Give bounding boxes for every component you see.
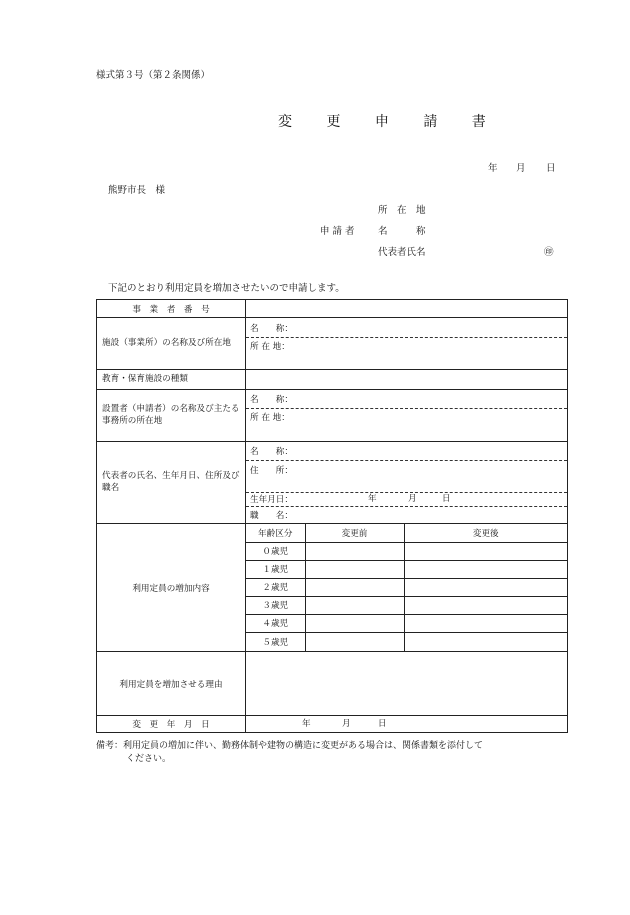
facility-type-label: 教育・保育施設の種類 <box>97 370 246 390</box>
birth-day-label: 日 <box>442 493 451 504</box>
age-3-label: ３歳児 <box>246 596 305 614</box>
change-date-field[interactable] <box>246 716 568 733</box>
representative-label: 代表者の氏名、生年月日、住所及び職名 <box>97 442 246 524</box>
capacity-row-age1 <box>246 560 567 578</box>
reason-label: 利用定員を増加させる理由 <box>97 652 246 716</box>
date-year-label: 年 <box>488 163 498 174</box>
age-5-before-cell[interactable] <box>305 632 404 651</box>
capacity-row <box>97 524 568 652</box>
age-1-after-cell[interactable] <box>404 560 567 578</box>
rep-position-line[interactable] <box>246 507 567 523</box>
capacity-row-age3 <box>246 596 567 614</box>
business-number-label: 事 業 者 番 号 <box>97 300 246 318</box>
seal-mark: ㊞ <box>544 247 554 258</box>
facility-location-line[interactable] <box>246 338 567 369</box>
capacity-label: 利用定員の増加内容 <box>97 524 246 652</box>
business-number-row <box>97 300 568 318</box>
capacity-header-row <box>246 524 567 542</box>
after-header: 変更後 <box>404 524 567 542</box>
capacity-row-age2 <box>246 578 567 596</box>
rep-name-label: 名 称： <box>250 447 293 457</box>
date-day-label: 日 <box>546 163 556 174</box>
facility-name-line[interactable] <box>246 318 567 338</box>
age-4-after-cell[interactable] <box>404 614 567 632</box>
facility-label: 施設（事業所）の名称及び所在地 <box>97 318 246 370</box>
age-5-after-cell[interactable] <box>404 632 567 651</box>
establisher-name-label: 名 称： <box>250 395 293 405</box>
facility-type-row <box>97 370 568 390</box>
facility-row <box>97 318 568 370</box>
facility-field[interactable] <box>246 318 568 370</box>
applicant-group-label: 申 請 者 <box>320 226 355 237</box>
establisher-location-label: 所 在 地： <box>250 413 290 423</box>
representative-field[interactable] <box>246 442 568 524</box>
change-year-label: 年 <box>302 719 311 729</box>
reason-row <box>97 652 568 716</box>
age-3-after-cell[interactable] <box>404 596 567 614</box>
rep-birthdate-line[interactable] <box>246 493 567 507</box>
change-date-row <box>97 716 568 733</box>
birth-year-label: 年 <box>368 493 377 504</box>
facility-name-label: 名 称： <box>250 323 293 334</box>
applicant-address-label: 所 在 地 <box>378 205 426 216</box>
rep-residence-line[interactable] <box>246 461 567 493</box>
addressee: 熊野市長 様 <box>108 185 166 196</box>
note-line-2: ください。 <box>126 754 172 764</box>
change-date-content <box>246 716 567 732</box>
rep-residence-label: 住 所： <box>250 465 293 476</box>
intro-sentence: 下記のとおり利用定員を増加させたいので申請します。 <box>108 283 345 294</box>
age-1-label: １歳児 <box>246 560 305 578</box>
capacity-field <box>246 524 568 652</box>
change-date-label: 変 更 年 月 日 <box>97 716 246 733</box>
age-2-after-cell[interactable] <box>404 578 567 596</box>
age-3-before-cell[interactable] <box>305 596 404 614</box>
facility-type-field[interactable] <box>246 370 568 390</box>
representative-row <box>97 442 568 524</box>
age-0-label: ０歳児 <box>246 542 305 560</box>
establisher-location-line[interactable] <box>246 409 567 441</box>
change-day-label: 日 <box>378 719 387 729</box>
establisher-name-line[interactable] <box>246 390 567 409</box>
capacity-row-age5 <box>246 632 567 651</box>
age-2-label: ２歳児 <box>246 578 305 596</box>
rep-name-line[interactable] <box>246 443 567 461</box>
note-line-1: 備考：利用定員の増加に伴い、勤務体制や建物の構造に変更がある場合は、関係書類を添付して <box>96 741 484 751</box>
form-number: 様式第３号（第２条関係） <box>96 70 211 81</box>
birth-month-label: 月 <box>408 493 417 504</box>
business-number-field[interactable] <box>246 300 568 318</box>
rep-birthdate-label: 生年月日： <box>250 495 293 505</box>
applicant-name-label: 名 称 <box>378 226 426 237</box>
applicant-rep-label: 代表者氏名 <box>378 247 426 258</box>
date-month-label: 月 <box>516 163 526 174</box>
rep-position-label: 職 名： <box>250 510 293 521</box>
capacity-table <box>246 524 567 651</box>
change-month-label: 月 <box>342 719 351 729</box>
application-table <box>96 299 568 733</box>
establisher-field[interactable] <box>246 390 568 442</box>
age-0-before-cell[interactable] <box>305 542 404 560</box>
capacity-row-age4 <box>246 614 567 632</box>
facility-location-label: 所 在 地： <box>250 342 290 352</box>
age-4-label: ４歳児 <box>246 614 305 632</box>
age-5-label: ５歳児 <box>246 632 305 651</box>
age-0-after-cell[interactable] <box>404 542 567 560</box>
age-header: 年齢区分 <box>246 524 305 542</box>
age-2-before-cell[interactable] <box>305 578 404 596</box>
before-header: 変更前 <box>305 524 404 542</box>
reason-field[interactable] <box>246 652 568 716</box>
establisher-label: 設置者（申請者）の名称及び主たる事務所の所在地 <box>97 390 246 442</box>
age-1-before-cell[interactable] <box>305 560 404 578</box>
age-4-before-cell[interactable] <box>305 614 404 632</box>
capacity-row-age0 <box>246 542 567 560</box>
document-title: 変 更 申 請 書 <box>278 114 501 130</box>
establisher-row <box>97 390 568 442</box>
